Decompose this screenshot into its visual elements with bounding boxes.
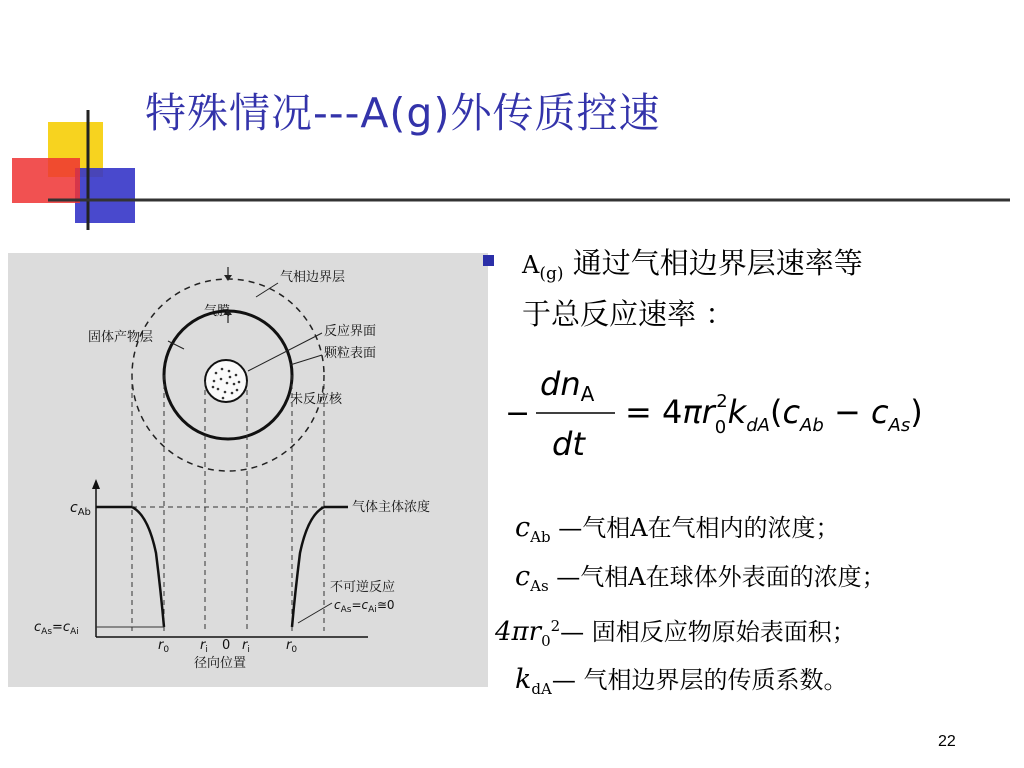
def-row [495, 557, 1020, 606]
label-gas-film: 气膜 [204, 304, 231, 319]
symbol-definitions [495, 508, 1020, 709]
def-row [495, 660, 1020, 709]
label-solid-product: 固体产物层 [88, 330, 154, 345]
label-gas-boundary: 气相边界层 [280, 270, 346, 285]
eq-rhs: = $4\pi r_02k_{dA}(c_{Ab} - c_{As})$ [625, 391, 923, 438]
def-sub: Ab [530, 527, 551, 546]
film-arrow-top-head [224, 275, 232, 281]
bullet-line2: 于总反应速率 ： [522, 297, 735, 331]
def-row [495, 508, 1020, 557]
bullet-symbol: A [522, 251, 540, 279]
eq-minus: − [505, 396, 531, 431]
slide-title: 特殊情况---A(g)外传质控速 [145, 89, 661, 137]
leader-particle-surface [290, 355, 322, 365]
def-text: — 固相反应物原始表面积； [560, 617, 856, 646]
def-sub: 0 [541, 631, 551, 650]
label-unreacted-core: 未反应核 [290, 392, 343, 407]
bullet-symbol-sub: (g) [539, 264, 564, 284]
x-label-ri-left: $r_i$ [200, 638, 208, 655]
x-label-r0-right: $r_0$ [286, 638, 298, 655]
x-label-r0-left: $r_0$ [158, 638, 170, 655]
mass-transfer-equation [500, 355, 1020, 480]
deco-red-square [12, 158, 80, 203]
leader-irreversible [298, 603, 332, 623]
leader-reaction-interface [248, 333, 322, 371]
bullet-paragraph [522, 240, 1012, 337]
label-irreversible: 不可逆反应 [330, 580, 396, 595]
label-c-as-ai: $c_{As}=c_{Ai}$ [34, 620, 79, 637]
def-symbol: 4πr [495, 616, 542, 647]
unreacted-core-circle [205, 360, 247, 402]
label-irreversible-cond: $c_{As}=c_{Ai}≅0$ [334, 598, 395, 615]
def-sub: As [530, 576, 549, 595]
diagram-svg [8, 253, 488, 687]
label-reaction-interface: 反应界面 [324, 324, 377, 339]
deco-blue-square [75, 168, 135, 223]
y-axis-arrow [92, 479, 100, 489]
profile-left-curve [132, 507, 164, 627]
def-symbol: c [515, 560, 531, 592]
def-symbol: c [515, 512, 531, 543]
page-number: 22 [938, 733, 956, 750]
label-gas-bulk-conc: 气体主体浓度 [352, 500, 431, 515]
leader-gas-boundary [256, 283, 278, 297]
bullet-line1: 通过气相边界层速率等 [563, 246, 863, 280]
eq-denominator: dt [552, 425, 585, 463]
eq-numerator: dnA [540, 365, 595, 406]
def-symbol: k [515, 664, 532, 696]
def-row [495, 606, 1020, 661]
x-label-ri-right: $r_i$ [242, 638, 250, 655]
def-sup: 2 [550, 616, 561, 635]
label-c-ab: $c_{Ab}$ [70, 500, 91, 518]
bullet-square [483, 255, 494, 266]
def-text: —气相A在气相内的浓度； [558, 514, 840, 542]
def-sub: dA [531, 680, 552, 699]
profile-right-curve [292, 507, 324, 627]
label-particle-surface: 颗粒表面 [324, 346, 377, 361]
shrinking-core-diagram [8, 253, 488, 687]
def-text: —气相A在球体外表面的浓度； [556, 562, 886, 591]
def-text: — 气相边界层的传质系数。 [551, 666, 848, 695]
x-label-zero: 0 [222, 638, 231, 653]
x-axis-title: 径向位置 [194, 656, 247, 671]
